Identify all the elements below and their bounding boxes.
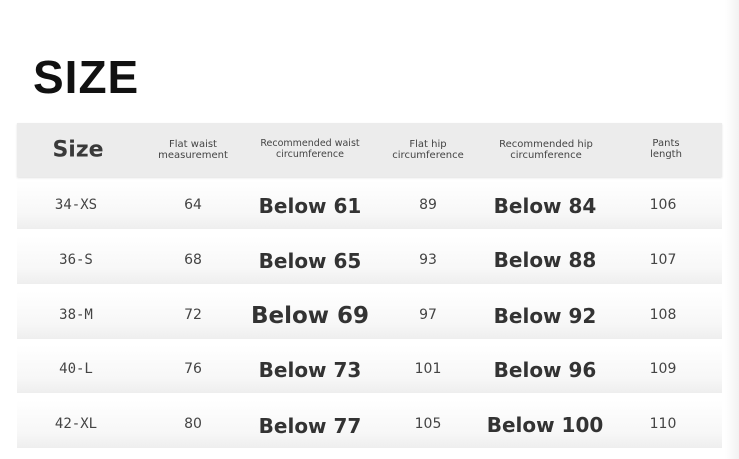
cell-recommended-waist: Below 73 [258, 358, 362, 382]
header-pants-length: Pants length [650, 138, 682, 160]
cell-pants-length: 106 [649, 197, 677, 213]
cell-size: 36-S [59, 252, 93, 268]
cell-recommended-hip: Below 92 [493, 304, 597, 328]
table-row [17, 291, 722, 339]
cell-recommended-waist: Below 65 [258, 249, 362, 273]
cell-pants-length: 107 [649, 252, 677, 268]
cell-flat-waist: 72 [184, 307, 202, 323]
cell-flat-waist: 68 [184, 252, 202, 268]
table-row [17, 181, 722, 229]
cell-size: 40-L [59, 361, 93, 377]
table-header [17, 123, 722, 177]
cell-size: 38-M [59, 307, 93, 323]
header-size: Size [52, 137, 104, 163]
cell-flat-hip: 89 [419, 197, 437, 213]
cell-recommended-waist: Below 61 [258, 194, 362, 218]
table-row [17, 400, 722, 448]
cell-flat-hip: 101 [414, 361, 442, 377]
header-recommended-hip: Recommended hip circumference [499, 139, 593, 161]
cell-flat-waist: 76 [184, 361, 202, 377]
cell-pants-length: 109 [649, 361, 677, 377]
page-edge-shadow [725, 0, 739, 459]
cell-recommended-waist: Below 69 [250, 303, 370, 329]
cell-flat-hip: 93 [419, 252, 437, 268]
cell-recommended-waist: Below 77 [258, 414, 362, 438]
cell-pants-length: 110 [649, 416, 677, 432]
table-row [17, 236, 722, 284]
cell-recommended-hip: Below 100 [486, 413, 604, 437]
cell-size: 34-XS [54, 197, 98, 213]
header-flat-hip: Flat hip circumference [392, 139, 464, 161]
header-recommended-waist: Recommended waist circumference [260, 138, 360, 160]
cell-flat-hip: 105 [414, 416, 442, 432]
cell-recommended-hip: Below 88 [493, 248, 597, 272]
cell-flat-waist: 64 [184, 197, 202, 213]
cell-size: 42-XL [54, 416, 98, 432]
cell-recommended-hip: Below 96 [493, 358, 597, 382]
header-flat-waist: Flat waist measurement [158, 139, 228, 161]
cell-flat-hip: 97 [419, 307, 437, 323]
cell-pants-length: 108 [649, 307, 677, 323]
table-row [17, 345, 722, 393]
cell-recommended-hip: Below 84 [493, 194, 597, 218]
cell-flat-waist: 80 [184, 416, 202, 432]
page-title: SIZE [33, 51, 140, 103]
